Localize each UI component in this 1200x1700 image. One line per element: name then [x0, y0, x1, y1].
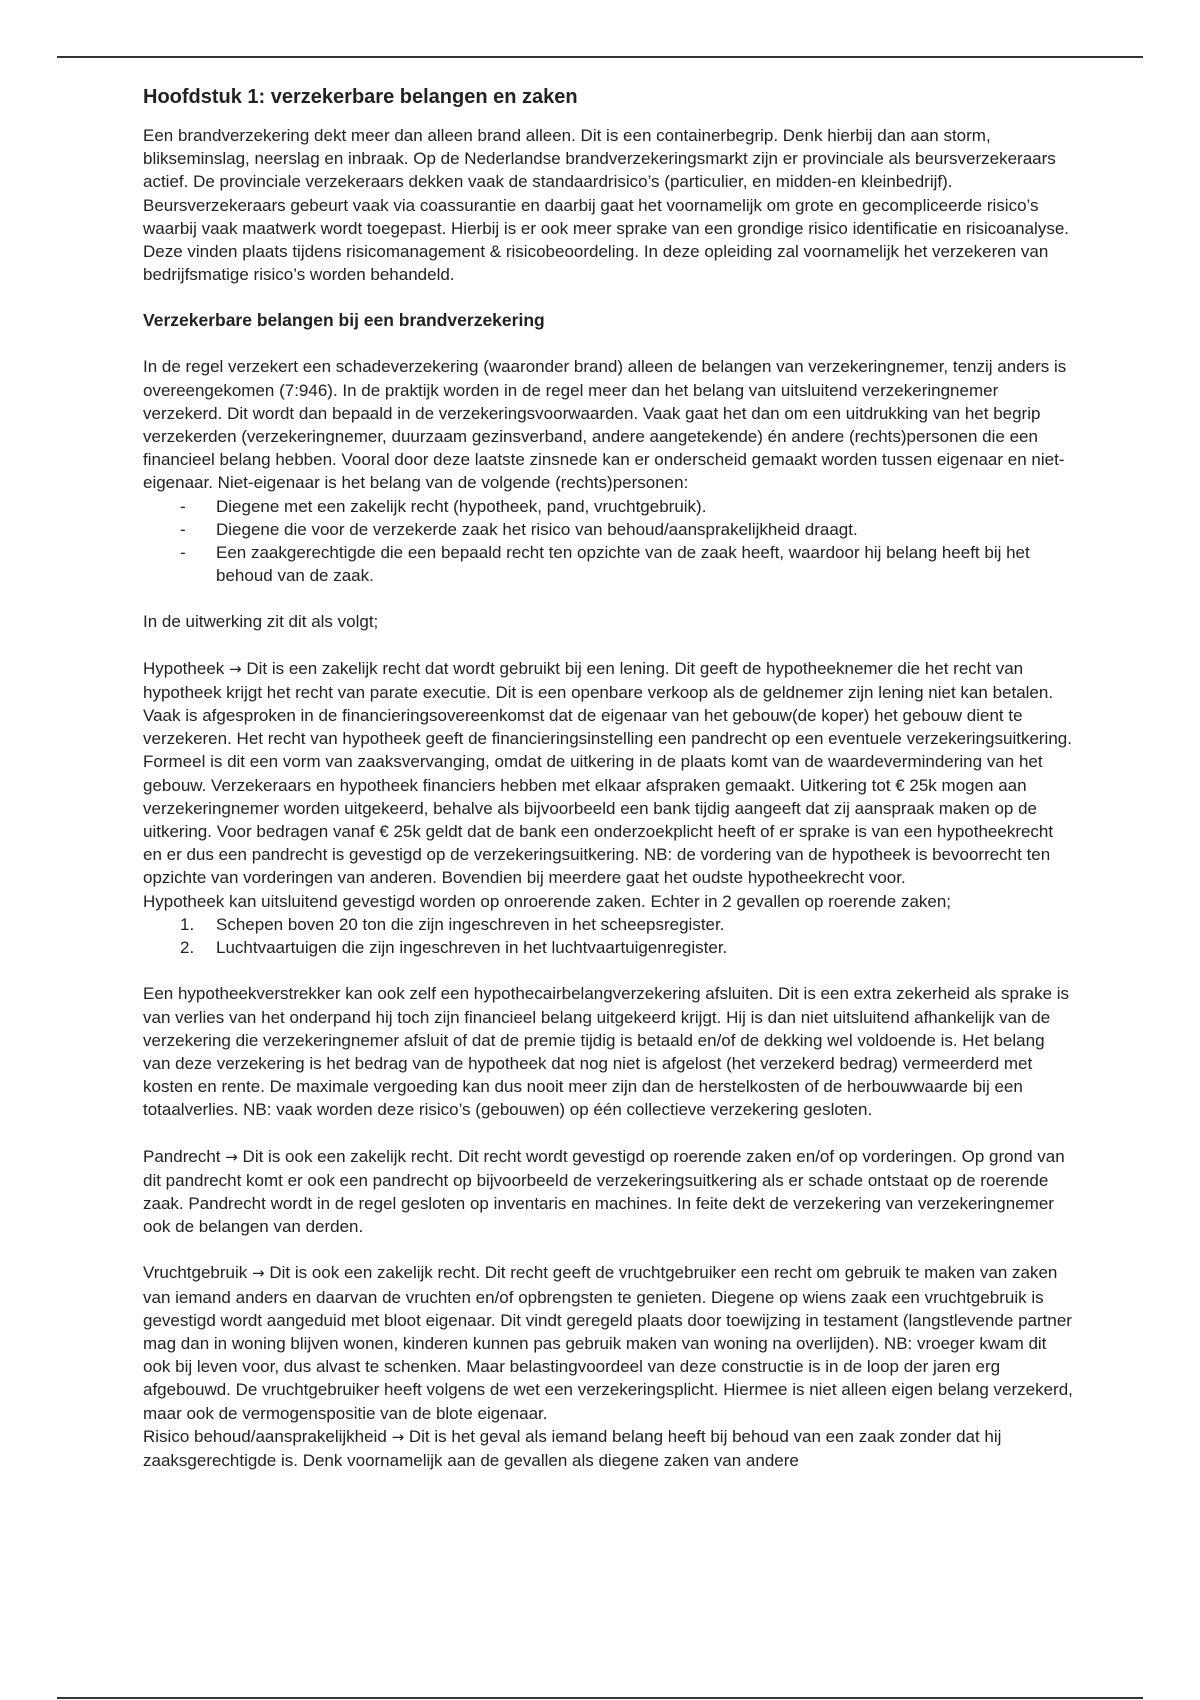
arrow-right-icon: → [252, 1264, 265, 1283]
numbered-list [143, 913, 1073, 959]
pandrecht-paragraph: Pandrecht → Dit is ook een zakelijk recht. Dit recht wordt gevestigd op roerende zaken en/of op vorderingen. Op grond van dit pandrecht komt er ook een pandrecht op bijvoorbeeld de verzekeringsuitkering als er schade ontstaat op de roerende zaak. Pandrecht wordt in de regel gesloten op inventaris en machines. In feite dekt de verzekering van verzekeringnemer ook de belangen van derden. [143, 1146, 1065, 1237]
vruchtgebruik-label: Vruchtgebruik [143, 1263, 248, 1283]
list-item: - Diegene die voor de verzekerde zaak het risico van behoud/aansprakelijkheid draagt. [180, 519, 858, 539]
list-item: - Diegene met een zakelijk recht (hypotheek, pand, vruchtgebruik). [180, 496, 707, 516]
section-heading: Verzekerbare belangen bij een brandverzekering [143, 310, 545, 331]
arrow-right-icon: → [229, 659, 242, 678]
vruchtgebruik-paragraph: Vruchtgebruik → Dit is ook een zakelijk recht. Dit recht geeft de vruchtgebruiker een recht om gebruik te maken van zaken van iemand anders en daarvan de vruchten en/of opbrengsten te genieten. Diegene op wiens zaak een vruchtgebruik is gevestigd wordt aangeduid met bloot eigenaar. Dit vindt geregeld plaats door toewijzing in testament (langstlevende partner mag dan in woning blijven wonen, kinderen kunnen pas gebruik maken van woning na overlijden). NB: vroeger kwam dit ook bij leven voor, dus alvast te schenken. Maar belastingvoordeel van deze constructie is in de loop der jaren erg afgebouwd. De vruchtgebruiker heeft volgens de wet een verzekeringsplicht. Hiermee is niet alleen eigen belang verzekerd, maar ook de vermogenspositie van de blote eigenaar. [143, 1263, 1073, 1423]
hypothecair-paragraph: Een hypotheekverstrekker kan ook zelf een hypothecairbelangverzekering afsluiten. Dit is een extra zekerheid als sprake is van verlies van het onderpand hij toch zijn financieel belang uitgekeerd krijgt. Hij is dan niet uitsluitend afhankelijk van de verzekering die verzekeringnemer afsluit of dat de premie tijdig is betaald en/of de dekking wel voldoende is. Het belang van deze verzekering is het bedrag van de hypotheek dat nog niet is afgelost (het verzekerd bedrag) vermeerderd met kosten en rente. De maximale vergoeding kan dus nooit meer zijn dan de herstelkosten of de herbouwwaarde bij een totaalverlies. NB: vaak worden deze risico’s (gebouwen) op één collectieve verzekering gesloten. [143, 984, 1070, 1120]
list-item: 1. Schepen boven 20 ton die zijn ingeschreven in het scheepsregister. [180, 914, 725, 934]
bottom-rule [57, 1697, 1143, 1699]
hypotheek-paragraph-2: Hypotheek kan uitsluitend gevestigd worden op onroerende zaken. Echter in 2 gevallen op roerende zaken; [143, 891, 952, 911]
top-rule [57, 56, 1143, 58]
belangen-paragraph: In de regel verzekert een schadeverzekering (waaronder brand) alleen de belangen van verzekeringnemer, tenzij anders is overeengekomen (7:946). In de praktijk worden in de regel meer dan het belang van uitsluitend verzekeringnemer verzekerd. Dit wordt dan bepaald in de verzekeringsvoorwaarden. Vaak gaat het dan om een uitdrukking van het begrip verzekerden (verzekeringnemer, duurzaam gezinsverband, andere aangetekende) én andere (rechts)personen die een financieel belang hebben. Vooral door deze laatste zinsnede kan er onderscheid gemaakt worden tussen eigenaar en niet-eigenaar. Niet-eigenaar is het belang van de volgende (rechts)personen: [143, 357, 1067, 493]
risico-label: Risico behoud/aansprakelijkheid [143, 1426, 387, 1446]
list-item: 2. Luchtvaartuigen die zijn ingeschreven in het luchtvaartuigenregister. [180, 938, 728, 958]
uitwerking-paragraph: In de uitwerking zit dit als volgt; [143, 612, 379, 632]
arrow-right-icon: → [391, 1427, 405, 1446]
pandrecht-label: Pandrecht [143, 1146, 221, 1166]
hypotheek-paragraph: Hypotheek → Dit is een zakelijk recht dat wordt gebruikt bij een lening. Dit geeft de hypotheeknemer die het recht van hypotheek krijgt het recht van parate executie. Dit is een openbare verkoop als de geldnemer zijn lening niet kan betalen. Vaak is afgesproken in de financieringsovereenkomst dat de eigenaar van het gebouw(de koper) het gebouw dient te verzekeren. Het recht van hypotheek geeft de financieringsinstelling een pandrecht op een eventuele verzekeringsuitkering. Formeel is dit een vorm van zaaksvervanging, omdat de uitkering in de plaats komt van de waardevermindering van het gebouw. Verzekeraars en hypotheek financiers hebben met elkaar afspraken gemaakt. Uitkering tot € 25k mogen aan verzekeringnemer worden uitgekeerd, behalve als bijvoorbeeld een bank tijdig aangeeft dat zij aanspraak maken op de uitkering. Voor bedragen vanaf € 25k geldt dat de bank een onderzoekplicht heeft of er sprake is van een hypotheekrecht en er dus een pandrecht is gevestigd op de verzekeringsuitkering. NB: de vordering van de hypotheek is bevoorrecht ten opzichte van vorderingen van anderen. Bovendien bij meerdere gaat het oudste hypotheekrecht voor. [143, 658, 1072, 888]
intro-paragraph: Een brandverzekering dekt meer dan alleen brand alleen. Dit is een containerbegrip. Denk hierbij dan aan storm, blikseminslag, neerslag en inbraak. Op de Nederlandse brandverzekeringsmarkt zijn er provinciale als beursverzekeraars actief. De provinciale verzekeraars dekken vaak de standaardrisico’s (particulier, en midden-en kleinbedrijf). Beursverzekeraars gebeurt vaak via coassurantie en daarbij gaat het voornamelijk om grote en gecompliceerde risico’s waarbij vaak maatwerk wordt toegepast. Hierbij is er ook meer sprake van een grondige risico identificatie en risicoanalyse. Deze vinden plaats tijdens risicomanagement & risicobeoordeling. In deze opleiding zal voornamelijk het verzekeren van bedrijfsmatige risico’s worden behandeld. [143, 126, 1070, 285]
list-item: - Een zaakgerechtigde die een bepaald recht ten opzichte van de zaak heeft, waardoor hij belang heeft bij het behoud van de zaak. [180, 543, 1030, 586]
hypotheek-label: Hypotheek [143, 658, 225, 678]
risico-paragraph: Risico behoud/aansprakelijkheid → Dit is het geval als iemand belang heeft bij behoud van een zaak zonder dat hij zaaksgerechtigde is. Denk voornamelijk aan de gevallen als diegene zaken van andere [143, 1426, 1002, 1470]
chapter-heading: Hoofdstuk 1: verzekerbare belangen en zaken [143, 86, 578, 108]
document-body [143, 84, 1073, 1472]
arrow-right-icon: → [225, 1147, 238, 1166]
bullet-list [143, 495, 1073, 588]
